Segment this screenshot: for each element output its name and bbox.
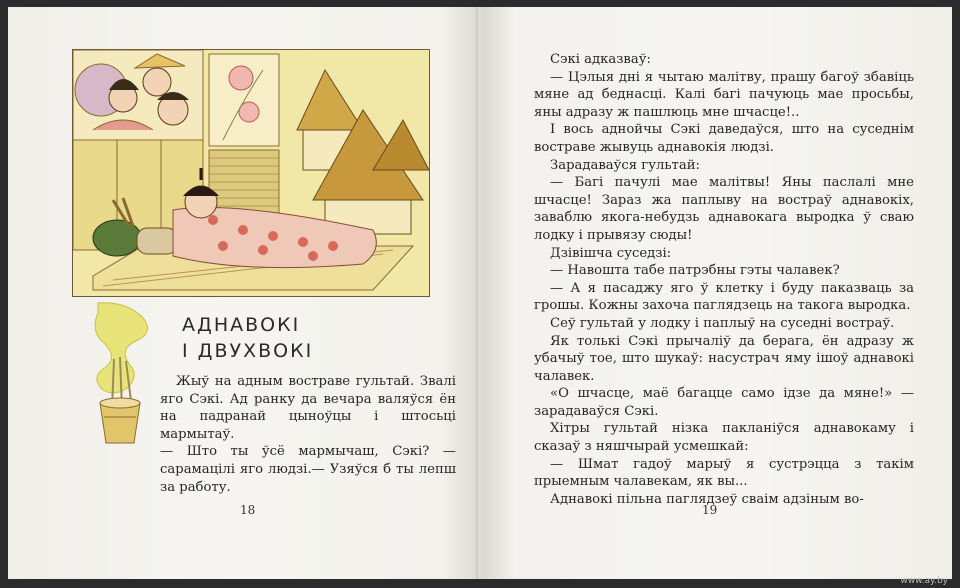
book-spread: [8, 7, 952, 579]
title-line-1: АДНАВОКІ: [182, 314, 301, 336]
title-line-2: І ДВУХВОКІ: [182, 340, 314, 362]
paragraph: І вось аднойчы Сэкі даведаўся, што на суседнім востраве жывуць аднавокія людзі.: [534, 122, 914, 155]
paragraph: Хітры гультай нізка пакланіўся аднавокаму і сказаў з няшчырай усмешкай:: [534, 421, 914, 455]
paragraph: Сеў гультай у лодку і паплыў на суседні востраў.: [550, 315, 895, 331]
page-number: 18: [240, 503, 256, 517]
paragraph: — Шмат гадоў марыў я сустрэцца з такім прыемным чалавекам, як вы...: [534, 456, 914, 490]
paragraph: — Багі пачулі мае малітвы! Яны паслалі мне шчасце! Зараз жа паплыву на востраў аднавокіх, заваблю якога-небудзь аднавокага выродка ў сваю лодку і прывязу сюды!: [534, 175, 914, 243]
paragraph: Зарадаваўся гультай:: [550, 157, 700, 173]
paragraph: — Навошта табе патрэбны гэты чалавек?: [550, 263, 840, 279]
incense-pot-ornament: [78, 299, 162, 449]
paragraph: «О шчасце, маё багацце само ідзе да мяне!» — зарадаваўся Сэкі.: [534, 386, 914, 419]
story-title: [182, 312, 442, 364]
page-number: 19: [702, 503, 718, 517]
right-page-text: [534, 51, 914, 508]
paragraph: Жыў на адным востраве гультай. Звалі яго Сэкі. Ад ранку да вечара валяўся ён на падранай цыноўцы і штосьці мармытаў.: [160, 374, 456, 442]
right-page: [482, 7, 952, 579]
paragraph: — А я пасаджу яго ў клетку і буду паказваць за грошы. Кожны захоча паглядзець на такога выродка.: [534, 280, 914, 314]
left-page-text: [160, 373, 456, 496]
paragraph: Дзівішча суседзі:: [550, 245, 672, 261]
watermark: www.ay.by: [900, 576, 948, 586]
paragraph: — Што ты ўсё мармычаш, Сэкі? — сарамацілі яго людзі.— Узяўся б ты лепш за работу.: [160, 444, 456, 495]
paragraph: Сэкі адказваў:: [550, 52, 651, 67]
left-page: [8, 7, 478, 579]
illustration-lazy-man: [72, 49, 430, 297]
paragraph: — Цэлыя дні я чытаю малітву, прашу багоў збавіць мяне ад беднасці. Калі багі пачуюць мае просьбы, яны адразу ж пашлюць мне шчасце!..: [534, 69, 914, 120]
paragraph: Аднавокі пільна паглядзеў сваім адзіным во-: [550, 491, 864, 507]
paragraph: Як толькі Сэкі прычаліў да берага, ён адразу ж убачыў тое, што шукаў: насустрач яму ішоў аднавокі чалавек.: [534, 333, 914, 384]
